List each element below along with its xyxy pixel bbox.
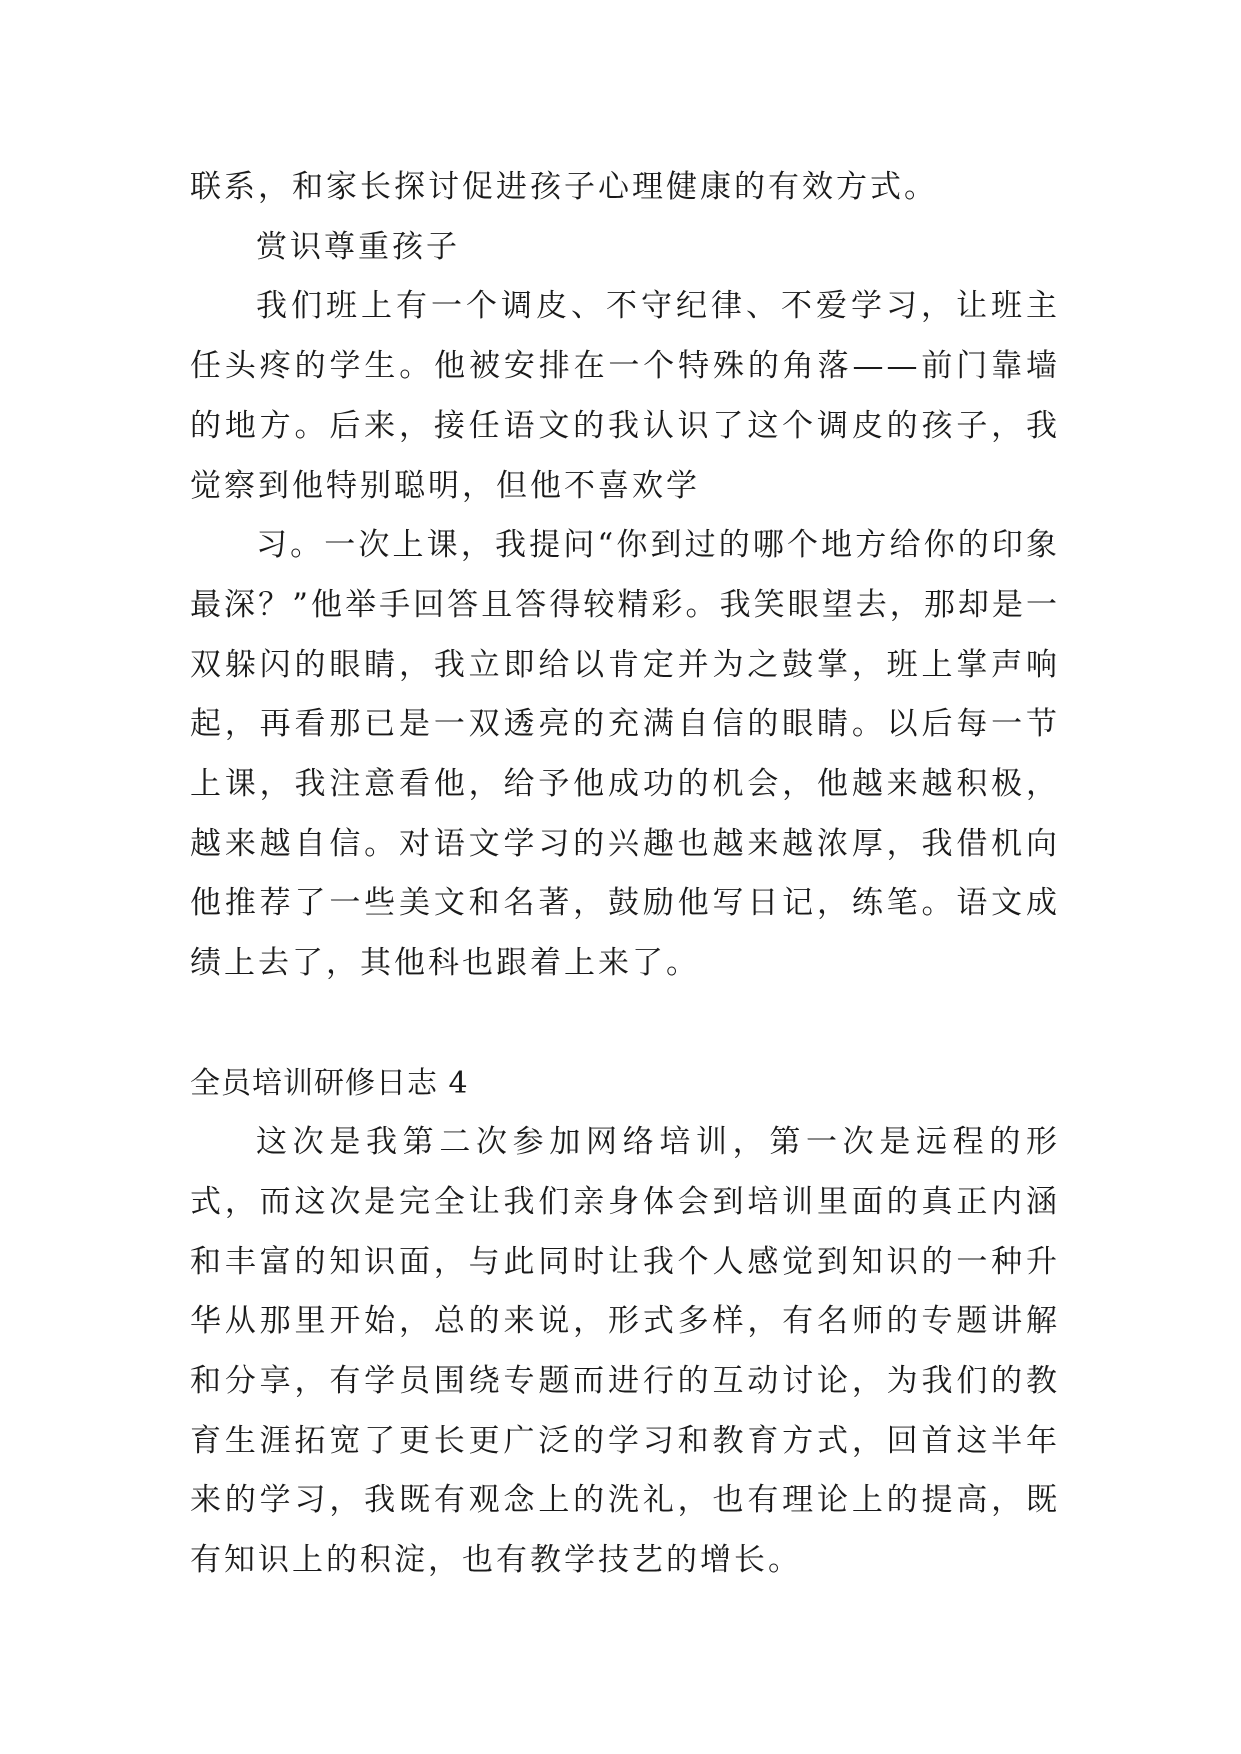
- paragraph: 这次是我第二次参加网络培训，第一次是远程的形式，而这次是完全让我们亲身体会到培训里面的真正内涵和丰富的知识面，与此同时让我个人感觉到知识的一种升华从那里开始，总的来说，形式多样，有名师的专题讲解和分享，有学员围绕专题而进行的互动讨论，为我们的教育生涯拓宽了更长更广泛的学习和教育方式，回首这半年来的学习，我既有观念上的洗礼，也有理论上的提高，既有知识上的积淀，也有教学技艺的增长。: [190, 1124, 1060, 1579]
- paragraph: 我们班上有一个调皮、不守纪律、不爱学习，让班主任头疼的学生。他被安排在一个特殊的角落——前门靠墙的地方。后来，接任语文的我认识了这个调皮的孩子，我觉察到他特别聪明，但他不喜欢学: [190, 288, 1060, 504]
- section-heading: 全员培训研修日志 4: [190, 1065, 469, 1101]
- document-page: [190, 158, 1060, 1591]
- paragraph: 习。一次上课，我提问“你到过的哪个地方给你的印象最深？”他举手回答且答得较精彩。我笑眼望去，那却是一双躲闪的眼睛，我立即给以肯定并为之鼓掌，班上掌声响起，再看那已是一双透亮的充满自信的眼睛。以后每一节上课，我注意看他，给予他成功的机会，他越来越积极，越来越自信。对语文学习的兴趣也越来越浓厚，我借机向他推荐了一些美文和名著，鼓励他写日记，练笔。语文成绩上去了，其他科也跟着上来了。: [190, 527, 1060, 982]
- blank-line: [190, 994, 1060, 1054]
- section-subtitle: 赏识尊重孩子: [256, 228, 460, 265]
- paragraph-continued: 联系，和家长探讨促进孩子心理健康的有效方式。: [190, 169, 938, 205]
